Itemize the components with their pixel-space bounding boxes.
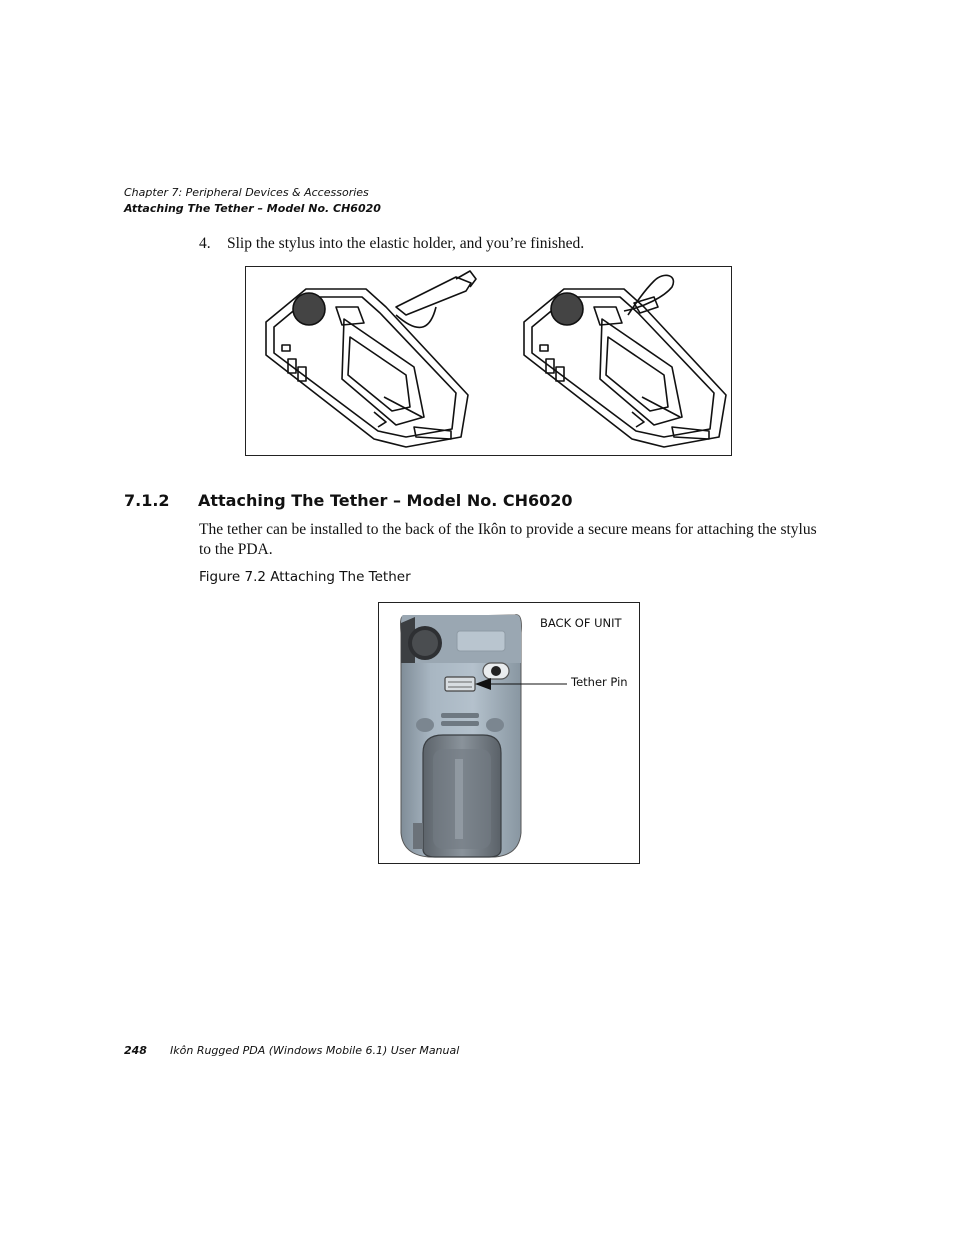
device-drawing-left: [266, 271, 476, 447]
device-back-photo: [379, 603, 639, 863]
step-item: [199, 235, 584, 253]
running-header-section: Attaching The Tether – Model No. CH6020: [124, 202, 381, 215]
page-number: 248: [124, 1044, 147, 1057]
device-line-drawings: [246, 267, 731, 455]
manual-title: Ikôn Rugged PDA (Windows Mobile 6.1) User Manual: [170, 1044, 460, 1057]
step-text: Slip the stylus into the elastic holder, and you’re finished.: [227, 235, 585, 252]
figure-caption: Figure 7.2 Attaching The Tether: [199, 569, 411, 585]
stylus-illustration-figure: [245, 266, 732, 456]
tether-pin-label: Tether Pin: [571, 675, 628, 689]
section-number: 7.1.2: [124, 491, 170, 510]
tether-figure: [378, 602, 640, 864]
device-drawing-right: [524, 275, 726, 447]
running-header-chapter: Chapter 7: Peripheral Devices & Accessories: [124, 186, 369, 199]
tether-pin-arrow: [475, 677, 567, 691]
section-title: Attaching The Tether – Model No. CH6020: [198, 491, 573, 510]
back-of-unit-label: BACK OF UNIT: [540, 616, 622, 630]
step-number: 4.: [199, 235, 211, 252]
section-body-text: The tether can be installed to the back of the Ikôn to provide a secure means for attaching the stylus to the PDA.: [199, 521, 817, 558]
